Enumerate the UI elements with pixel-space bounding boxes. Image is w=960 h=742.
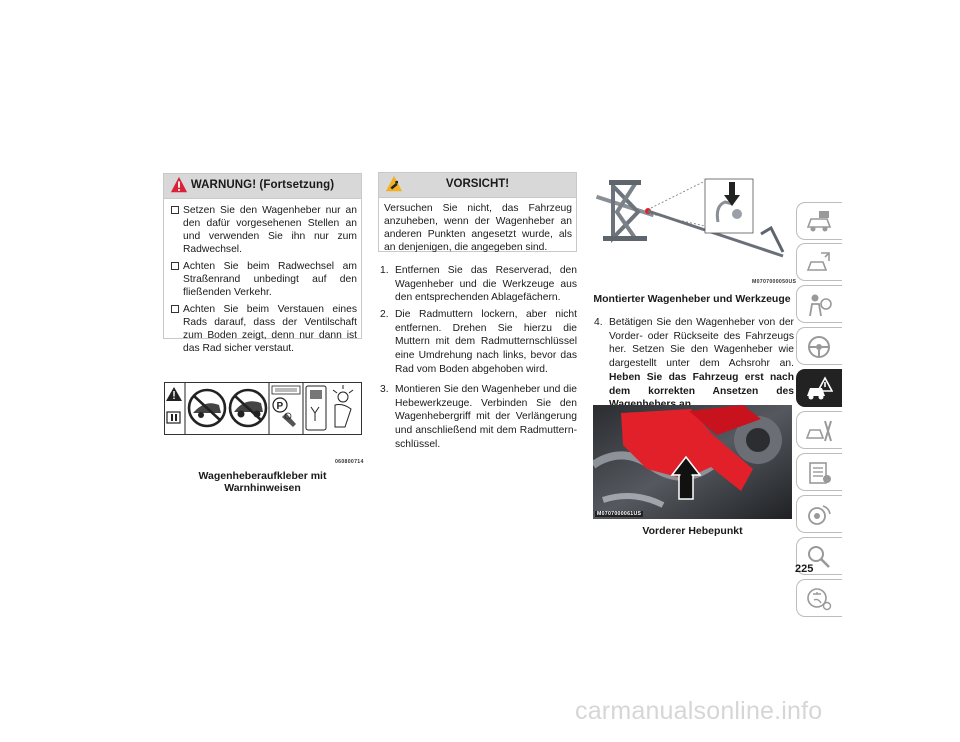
page-number: 225 xyxy=(795,563,814,575)
step-4 xyxy=(594,316,794,412)
step-text: Betätigen Sie den Wagenheber von der Vorder- oder Rückseite des Fahrzeugs her. Setzen Sie den Wagenheber wie dargestellt unter dem Achsrohr an. xyxy=(609,317,794,370)
tab-dashboard[interactable] xyxy=(796,202,842,240)
tab-controls[interactable] xyxy=(796,243,842,281)
language-icon xyxy=(805,586,833,612)
seatbelt-airbag-icon xyxy=(805,292,833,318)
step-number: 3. xyxy=(380,384,389,395)
warning-header xyxy=(164,174,361,199)
lift-point-photo xyxy=(593,405,792,519)
jack-figure-code: M0707000050US xyxy=(752,279,797,285)
caution-body: Versuchen Sie nicht, das Fahrzeug anzuheben, wenn der Wagenheber an anderen Punkten angesetzt wurde, als an denjenigen, die angegeben sind. xyxy=(384,203,572,253)
warning-item: Achten Sie beim Verstauen eines Rads darauf, dass der Ventilschaft zum Boden zeigt, denn nur dann ist das Rad sicher verstaut. xyxy=(170,303,357,355)
warning-box xyxy=(163,173,362,354)
bullet-square-icon xyxy=(171,262,179,270)
tab-specifications[interactable] xyxy=(796,453,842,491)
step-1 xyxy=(380,264,577,305)
caution-header xyxy=(379,173,576,198)
step-text: Die Radmuttern lockern, aber nicht entfernen. Drehen Sie hierzu die Muttern mit dem Radmutternschlüssel eine Umdrehung nach links, bevor das Rad vom Boden abgehoben wird. xyxy=(395,309,577,375)
hazard-car-icon xyxy=(805,376,833,402)
step-number: 1. xyxy=(380,265,389,276)
dashboard-car-icon xyxy=(805,209,833,235)
car-controls-icon xyxy=(805,250,833,276)
step-number: 4. xyxy=(594,317,603,328)
step-text: Montieren Sie den Wagenheber und die Hebewerkzeuge. Verbinden Sie den Wagenhebergriff mit der Verlängerung und anschließend mit dem Radmutternschlüssel. xyxy=(395,384,577,450)
label-figure-code: 060800714 xyxy=(335,459,364,465)
svg-text:P: P xyxy=(276,401,284,412)
jack-label-image xyxy=(164,382,362,435)
multimedia-icon xyxy=(805,502,833,528)
label-figure-caption: Wagenheberaufkleber mit Warnhinweisen xyxy=(198,470,327,494)
step-number: 2. xyxy=(380,309,389,320)
jack-figure-caption: Montierter Wagenheber und Werkzeuge xyxy=(593,293,791,305)
tab-emergency[interactable] xyxy=(796,369,842,407)
step-3 xyxy=(380,383,577,452)
step-bold-text: Heben Sie das Fahrzeug erst nach dem korrekten Ansetzen des xyxy=(609,371,794,397)
warning-list xyxy=(164,199,361,355)
jack-tools-graphic xyxy=(593,176,791,276)
tab-safety[interactable] xyxy=(796,285,842,323)
specifications-icon xyxy=(805,460,833,486)
tab-service[interactable] xyxy=(796,411,842,449)
tab-driving[interactable] xyxy=(796,327,842,365)
caution-title: VORSICHT! xyxy=(445,178,510,190)
warning-item: Achten Sie beim Radwechsel am Straßenrand unbedingt auf den fließenden Verkehr. xyxy=(170,260,357,299)
lift-figure-code: M0707000061US xyxy=(597,511,642,517)
step-2 xyxy=(380,308,577,377)
watermark: carmanualsonline.info xyxy=(575,697,823,725)
steering-wheel-icon xyxy=(805,334,833,360)
jack-tools-image xyxy=(593,176,791,276)
bullet-square-icon xyxy=(171,305,179,313)
tab-multimedia[interactable] xyxy=(796,495,842,533)
warning-title: WARNUNG! (Fortsetzung) xyxy=(190,179,335,191)
lift-point-graphic xyxy=(593,405,792,519)
tab-language[interactable] xyxy=(796,579,842,617)
step-text: Entfernen Sie das Reserverad, den Wagenheber und die Werkzeuge aus den entsprechenden Ablagefächern. xyxy=(395,265,577,304)
lift-figure-caption: Vorderer Hebepunkt xyxy=(642,525,743,537)
bullet-square-icon xyxy=(171,206,179,214)
warning-item: Setzen Sie den Wagenheber nur an den dafür vorgesehenen Stellen an und verwenden Sie ihn nur zum Radwechsel. xyxy=(170,204,357,256)
jack-label-graphic xyxy=(165,383,361,434)
service-tools-icon xyxy=(805,418,833,444)
caution-box xyxy=(378,172,577,252)
